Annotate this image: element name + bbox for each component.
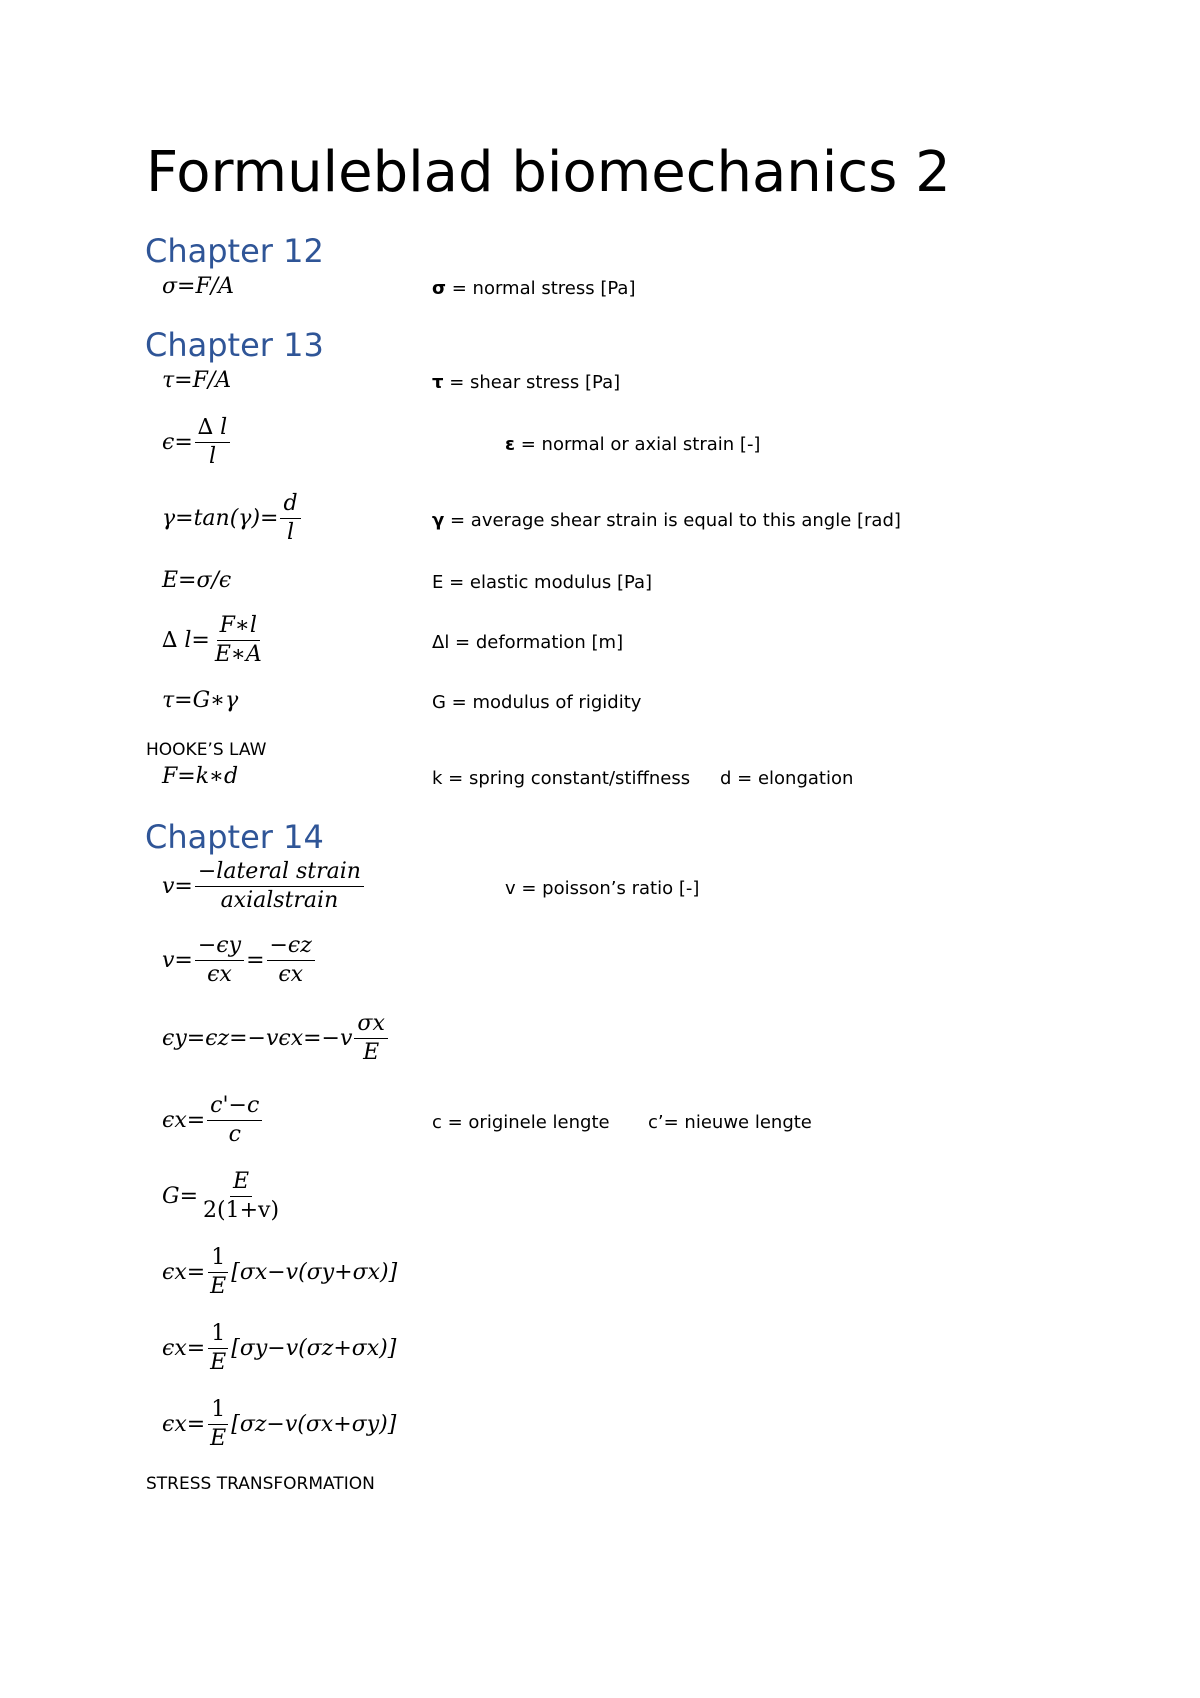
numerator: 1 [208, 1396, 228, 1425]
eq-generalized-hooke-2 [162, 1320, 396, 1377]
eq-lhs: ∆ l= [162, 628, 210, 653]
eq-lhs: ϵ= [162, 430, 193, 455]
desc-symbol: σ [432, 278, 447, 299]
denominator: axialstrain [220, 888, 339, 913]
fraction [195, 414, 230, 471]
fraction [207, 1396, 229, 1453]
denominator: ϵx [278, 962, 304, 987]
eq-lhs: v= [162, 948, 193, 973]
eq-lhs: ϵx= [162, 1108, 206, 1133]
denominator: E [363, 1040, 380, 1065]
denominator: E∗A [214, 642, 262, 667]
eq-poisson-strains [162, 932, 317, 989]
desc-text: = shear stress [Pa] [443, 372, 621, 393]
denominator: ϵx [207, 962, 232, 987]
chapter-12-heading: Chapter 12 [145, 232, 324, 270]
desc-symbol: τ [432, 372, 444, 393]
eq-shear-stress: τ=F/A [162, 368, 232, 393]
fraction [212, 612, 265, 669]
denominator: l [286, 520, 295, 545]
desc-text: = normal or axial strain [-] [515, 434, 761, 455]
desc-elongation: d = elongation [720, 768, 854, 789]
fraction [195, 932, 244, 989]
numerator: ∆ l [195, 414, 230, 443]
desc-normal-strain [505, 434, 760, 455]
chapter-13-heading: Chapter 13 [145, 326, 324, 364]
denominator: 2(1+v) [203, 1198, 280, 1223]
numerator: −ϵz [267, 932, 315, 961]
denominator: E [210, 1350, 227, 1375]
fraction [200, 1168, 282, 1225]
numerator: σx [354, 1010, 387, 1039]
numerator: F∗l [217, 612, 260, 641]
eq-poisson-ratio [162, 858, 366, 915]
desc-modulus-rigidity: G = modulus of rigidity [432, 692, 642, 713]
fraction [207, 1244, 229, 1301]
eq-elastic-modulus: E=σ/ϵ [162, 568, 232, 593]
eq-modulus-rigidity: τ=G∗γ [162, 688, 239, 713]
desc-poisson-ratio: v = poisson’s ratio [-] [505, 878, 700, 899]
desc-normal-stress [432, 278, 635, 299]
desc-new-length: c’= nieuwe lengte [648, 1112, 812, 1133]
desc-text: = average shear strain is equal to this angle [rad] [444, 510, 901, 531]
desc-deformation: Δl = deformation [m] [432, 632, 624, 653]
numerator: 1 [208, 1320, 228, 1349]
eq-lhs: ϵx= [162, 1260, 206, 1285]
eq-lhs: ϵy=ϵz=−vϵx=−v [162, 1026, 353, 1051]
numerator: 1 [208, 1244, 228, 1273]
desc-symbol: ε [505, 434, 516, 455]
fraction [195, 858, 364, 915]
eq-normal-strain [162, 414, 232, 471]
fraction [207, 1320, 229, 1377]
denominator: l [208, 444, 216, 469]
fraction [280, 490, 300, 547]
desc-symbol: γ [432, 510, 445, 531]
desc-shear-stress [432, 372, 620, 393]
chapter-14-heading: Chapter 14 [145, 818, 324, 856]
numerator: c'−c [207, 1092, 262, 1121]
eq-lhs: G= [162, 1184, 199, 1209]
equals-sign: = [246, 948, 265, 973]
stress-transformation-label: STRESS TRANSFORMATION [146, 1474, 375, 1494]
numerator: E [230, 1168, 252, 1197]
eq-lhs: v= [162, 874, 193, 899]
eq-lhs: ϵx= [162, 1336, 206, 1361]
desc-spring-constant: k = spring constant/stiffness [432, 768, 691, 789]
desc-elastic-modulus: E = elastic modulus [Pa] [432, 572, 653, 593]
eq-lateral-strains [162, 1010, 390, 1067]
fraction [354, 1010, 387, 1067]
eq-rhs: [σx−v(σy+σx)] [231, 1260, 398, 1285]
denominator: E [210, 1426, 227, 1451]
desc-original-length: c = originele lengte [432, 1112, 610, 1133]
hookes-law-label: HOOKE’S LAW [146, 740, 267, 760]
eq-lhs: ϵx= [162, 1412, 206, 1437]
numerator: −lateral strain [195, 858, 364, 887]
fraction [267, 932, 315, 989]
denominator: c [228, 1122, 241, 1147]
eq-deformation [162, 612, 267, 669]
eq-rhs: [σy−v(σz+σx)] [231, 1336, 397, 1361]
eq-rhs: [σz−v(σx+σy)] [231, 1412, 397, 1437]
eq-axial-strain-length [162, 1092, 264, 1149]
denominator: E [210, 1274, 227, 1299]
eq-generalized-hooke-1 [162, 1244, 397, 1301]
eq-normal-stress: σ=F/A [162, 274, 235, 299]
eq-hookes-law: F=k∗d [162, 764, 239, 789]
numerator: d [280, 490, 300, 519]
eq-generalized-hooke-3 [162, 1396, 396, 1453]
page-title: Formuleblad biomechanics 2 [146, 140, 951, 205]
eq-shear-modulus [162, 1168, 284, 1225]
eq-lhs: γ=tan(γ)= [162, 506, 279, 531]
numerator: −ϵy [195, 932, 244, 961]
desc-text: = normal stress [Pa] [446, 278, 636, 299]
fraction [207, 1092, 262, 1149]
desc-shear-strain [432, 510, 901, 531]
eq-shear-strain [162, 490, 303, 547]
